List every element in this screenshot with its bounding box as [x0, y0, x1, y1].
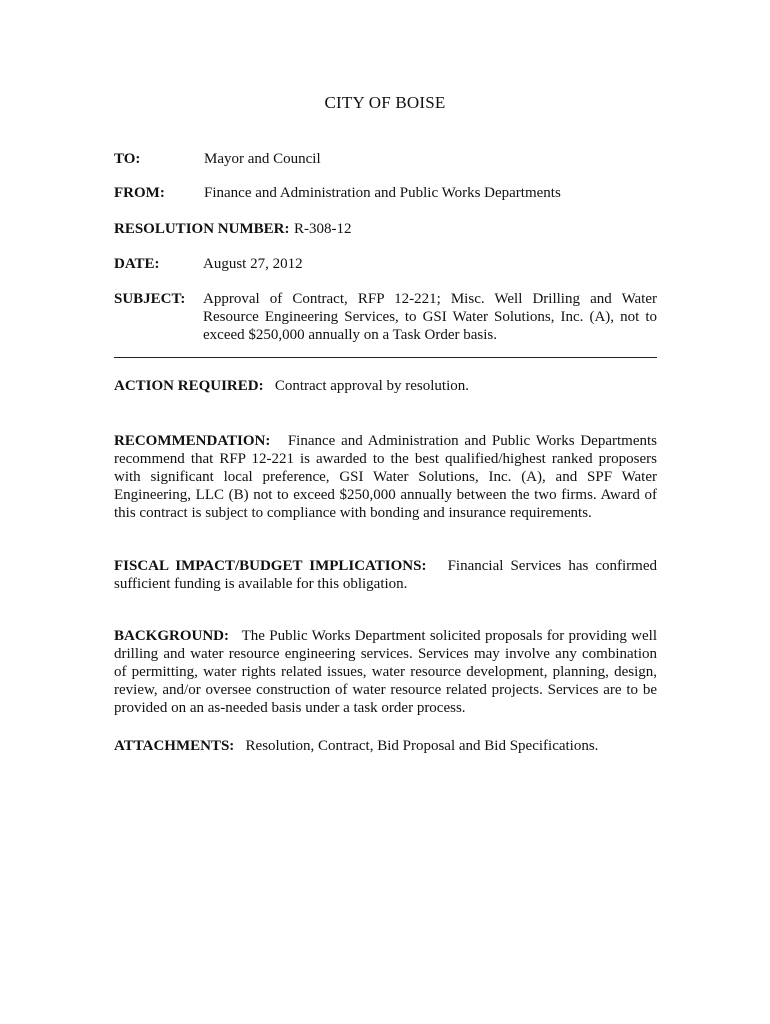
resolution-label: RESOLUTION NUMBER:: [114, 221, 290, 237]
from-label: FROM:: [114, 185, 165, 201]
attachments-label: ATTACHMENTS:: [114, 738, 242, 754]
background-label: BACKGROUND:: [114, 628, 238, 644]
subject-row: [114, 290, 657, 350]
to-value: Mayor and Council: [204, 151, 321, 167]
document-title: CITY OF BOISE: [324, 93, 446, 112]
fiscal-impact-label: FISCAL IMPACT/BUDGET IMPLICATIONS:: [114, 558, 441, 574]
attachments: [114, 737, 598, 755]
action-required-label: ACTION REQUIRED:: [114, 378, 272, 394]
date-value: August 27, 2012: [203, 256, 303, 272]
fiscal-impact-text: Financial Services has confirmed sufficient funding is available for this obligation.: [114, 558, 657, 592]
recommendation-paragraph: [114, 432, 657, 522]
from-value: Finance and Administration and Public Works Departments: [204, 185, 561, 201]
separator-line: [114, 357, 657, 358]
fiscal-impact-paragraph: [114, 557, 657, 593]
attachments-text: Resolution, Contract, Bid Proposal and Bid Specifications.: [245, 738, 599, 754]
subject-label: SUBJECT:: [114, 291, 186, 307]
action-required-text: Contract approval by resolution.: [274, 378, 469, 394]
subject-value: Approval of Contract, RFP 12-221; Misc. Well Drilling and Water Resource Engineering Services, to GSI Water Solutions, Inc. (A), not to exceed $250,000 annually on a Task Order basis.: [203, 291, 657, 343]
background-paragraph: [114, 627, 657, 717]
to-label: TO:: [114, 151, 141, 167]
background-text: The Public Works Department solicited proposals for providing well drilling and water resource engineering services. Services may involve any combination of permitting, water rights related issues, water resource development, planning, design, review, and/or oversee construction of water resource related projects. Services are to be provided on an as-needed basis under a task order process.: [114, 628, 657, 716]
recommendation-text: Finance and Administration and Public Works Departments recommend that RFP 12-221 is awarded to the best qualified/highest ranked proposers with significant local preference, GSI Water Solutions, Inc. (A), and SPF Water Engineering, LLC (B) not to exceed $250,000 annually between the two firms. Award of this contract is subject to compliance with bonding and insurance requirements.: [114, 433, 657, 521]
recommendation-label: RECOMMENDATION:: [114, 433, 283, 449]
date-label: DATE:: [114, 256, 160, 272]
resolution-value: R-308-12: [294, 221, 352, 237]
action-required: [114, 377, 469, 395]
